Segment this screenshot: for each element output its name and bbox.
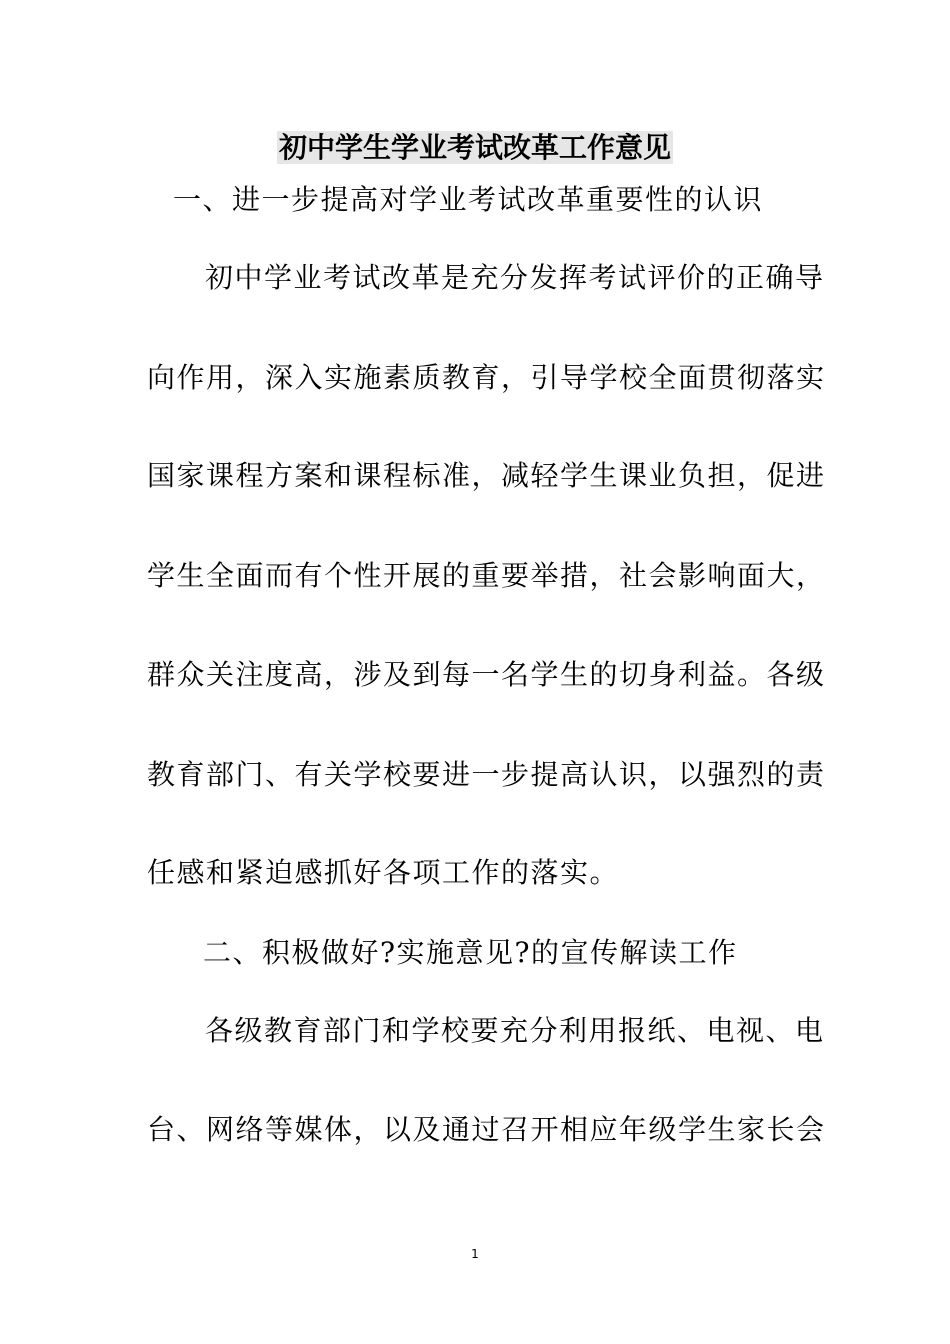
paragraph-1-line-7: 任感和紧迫感抓好各项工作的落实。: [147, 856, 620, 889]
section-2-heading: 二、积极做好?实施意见?的宣传解读工作: [203, 936, 738, 969]
paragraph-1-line-3: 国家课程方案和课程标准，减轻学生课业负担，促进: [147, 459, 826, 492]
paragraph-1-line-4: 学生全面而有个性开展的重要举措，社会影响面大，: [147, 559, 826, 592]
paragraph-2-line-2: 台、网络等媒体，以及通过召开相应年级学生家长会: [147, 1113, 826, 1146]
document-title-text: 初中学生学业考试改革工作意见: [278, 131, 671, 164]
paragraph-2-line-1: 各级教育部门和学校要充分利用报纸、电视、电: [205, 1014, 825, 1047]
paragraph-1-line-6: 教育部门、有关学校要进一步提高认识，以强烈的责: [147, 758, 826, 791]
page-number: 1: [471, 1247, 479, 1261]
paragraph-1-line-2: 向作用，深入实施素质教育，引导学校全面贯彻落实: [147, 361, 826, 394]
section-1-heading: 一、进一步提高对学业考试改革重要性的认识: [173, 183, 764, 216]
paragraph-1-line-5: 群众关注度高，涉及到每一名学生的切身利益。各级: [147, 658, 826, 691]
document-title: [0, 128, 950, 168]
paragraph-1-line-1: 初中学业考试改革是充分发挥考试评价的正确导: [205, 261, 825, 294]
